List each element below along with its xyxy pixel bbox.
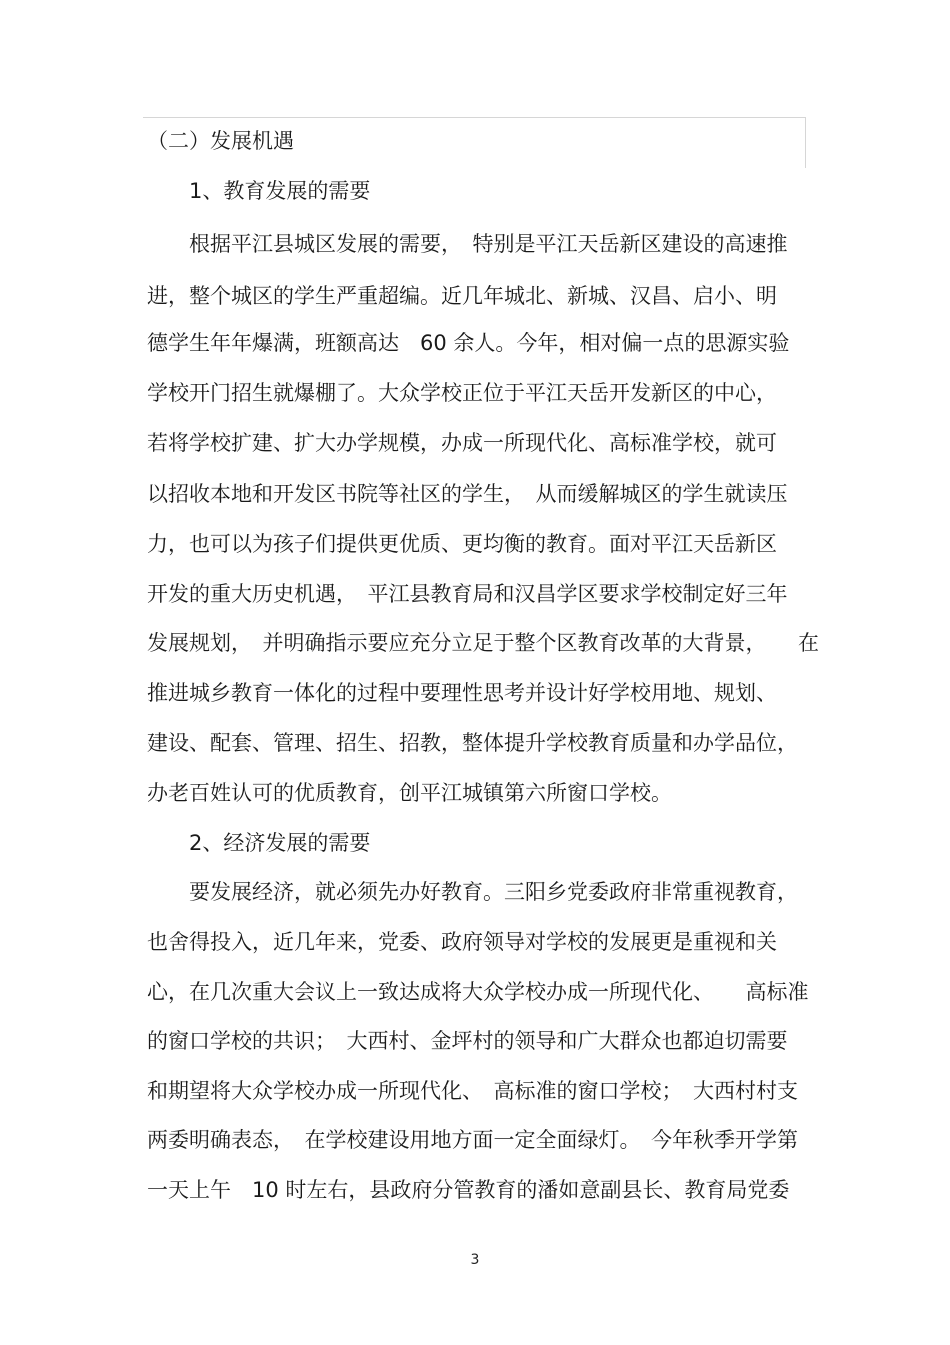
paragraph-line: 一天上午 10 时左右，县政府分管教育的潘如意副县长、教育局党委 bbox=[147, 1178, 790, 1202]
paragraph-line: 的窗口学校的共识； 大西村、金坪村的领导和广大群众也都迫切需要 bbox=[147, 1029, 788, 1053]
paragraph-line: 要发展经济，就必须先办好教育。三阳乡党委政府非常重视教育， bbox=[189, 880, 798, 904]
paragraph-line: 心，在几次重大会议上一致达成将大众学校办成一所现代化、 高标准 bbox=[147, 980, 809, 1004]
paragraph-line: 两委明确表态， 在学校建设用地方面一定全面绿灯。 今年秋季开学第 bbox=[147, 1128, 798, 1152]
paragraph-line: 和期望将大众学校办成一所现代化、 高标准的窗口学校； 大西村村支 bbox=[147, 1079, 798, 1103]
section-heading: （二）发展机遇 bbox=[147, 129, 294, 153]
paragraph-line: 进，整个城区的学生严重超编。近几年城北、新城、汉昌、启小、明 bbox=[147, 284, 777, 308]
paragraph-line: 德学生年年爆满，班额高达 60 余人。今年，相对偏一点的思源实验 bbox=[147, 331, 790, 355]
paragraph-line: 根据平江县城区发展的需要， 特别是平江天岳新区建设的高速推 bbox=[189, 232, 788, 256]
paragraph-line: 也舍得投入，近几年来，党委、政府领导对学校的发展更是重视和关 bbox=[147, 930, 777, 954]
subheading-education: 1、教育发展的需要 bbox=[189, 179, 371, 203]
paragraph-line: 若将学校扩建、扩大办学规模，办成一所现代化、高标准学校，就可 bbox=[147, 431, 777, 455]
paragraph-line: 以招收本地和开发区书院等社区的学生， 从而缓解城区的学生就读压 bbox=[147, 482, 788, 506]
paragraph-line: 推进城乡教育一体化的过程中要理性思考并设计好学校用地、规划、 bbox=[147, 681, 777, 705]
subheading-economy: 2、经济发展的需要 bbox=[189, 831, 371, 855]
paragraph-line: 力，也可以为孩子们提供更优质、更均衡的教育。面对平江天岳新区 bbox=[147, 532, 777, 556]
paragraph-line: 学校开门招生就爆棚了。大众学校正位于平江天岳开发新区的中心， bbox=[147, 381, 777, 405]
paragraph-line: 建设、配套、管理、招生、招教，整体提升学校教育质量和办学品位， bbox=[147, 731, 798, 755]
paragraph-line: 办老百姓认可的优质教育，创平江城镇第六所窗口学校。 bbox=[147, 781, 672, 805]
page-number: 3 bbox=[470, 1252, 480, 1268]
paragraph-line: 开发的重大历史机遇， 平江县教育局和汉昌学区要求学校制定好三年 bbox=[147, 582, 788, 606]
paragraph-line: 发展规划， 并明确指示要应充分立足于整个区教育改革的大背景， 在 bbox=[147, 631, 819, 655]
